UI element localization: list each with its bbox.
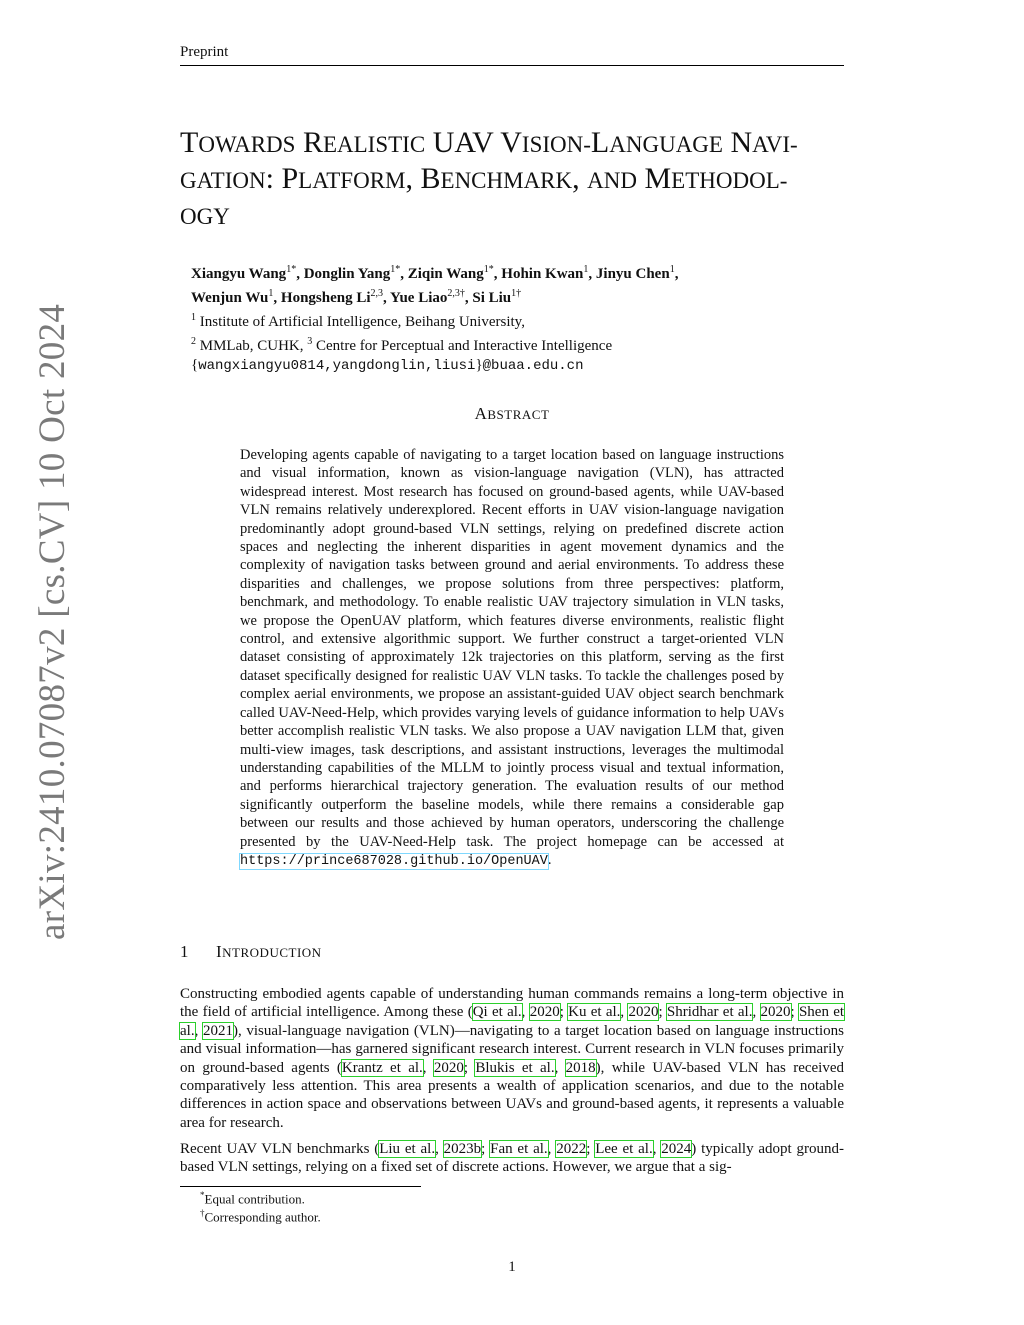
running-head: Preprint <box>180 44 229 60</box>
citation-link[interactable]: Shen et al. <box>180 1004 845 1039</box>
citation-link[interactable]: 2024 <box>661 1141 692 1157</box>
citation-link[interactable]: Ku et al. <box>568 1004 621 1021</box>
citation-link[interactable]: 2020 <box>433 1059 464 1076</box>
intro-paragraph-1: Constructing embodied agents capable of understanding human commands remains a long-term objective in the field of artificial intelligence. Among these (Qi et al., 2020; Ku et al., 2020; Shridhar et al., 2020; Shen et al., 2021), visual-language navigation (VLN)—navigating to a target location based on language instructions and visual information—has garnered significant research interest. Current research in VLN focuses primarily on ground-based agents (Krantz et al., 2020; Blukis et al., 2018), while UAV-based VLN has received comparatively less attention. This area presents a wealth of application scenarios, and due to the notable differences in action space and observations between UAVs and ground-based agents, it represents a valuable area for research. <box>180 986 845 1131</box>
title-line-3: OGY <box>180 204 230 229</box>
affiliation-1: $^1$ Institute of Artificial Intelligence, Beihang University, <box>191 312 525 330</box>
citation-link[interactable]: Lee et al. <box>595 1141 653 1157</box>
author-line-2: Wenjun Wu$^1$, Hongsheng Li$^{2,3}$, Yue Liao$^{2,3\dagger}$, Si Liu$^{1\dagger}$ <box>191 288 522 306</box>
paper-title <box>180 126 860 234</box>
footnote-rule <box>180 1186 421 1187</box>
title-line-1: TOWARDS REALISTIC UAV VISION-LANGUAGE NAVI- <box>180 126 798 159</box>
header-rule <box>180 65 844 66</box>
title-line-2: GATION: PLATFORM, BENCHMARK, AND METHODOL- <box>180 162 788 195</box>
page-number: 1 <box>508 1259 516 1275</box>
project-homepage-link[interactable]: https://prince687028.github.io/OpenUAV <box>240 853 548 869</box>
citation-link[interactable]: Liu et al. <box>379 1141 436 1157</box>
citation-link[interactable]: 2020 <box>760 1004 791 1021</box>
author-emails: {wangxiangyu0814,yangdonglin,liusi}@buaa.edu.cn <box>191 357 584 374</box>
affiliation-2: $^2$ MMLab, CUHK, $^3$ Centre for Perceptual and Interactive Intelligence <box>191 336 613 354</box>
citation-link[interactable]: Qi et al. <box>472 1004 522 1021</box>
citation-link[interactable]: 2018 <box>565 1059 596 1076</box>
section-heading-introduction: 1 INTRODUCTION <box>180 942 322 961</box>
citation-link[interactable]: Shridhar et al. <box>666 1004 753 1021</box>
author-line-1: Xiangyu Wang$^{1*}$, Donglin Yang$^{1*}$, Ziqin Wang$^{1*}$, Hohin Kwan$^1$, Jinyu Chen$^1$, <box>191 264 679 282</box>
citation-link[interactable]: 2022 <box>556 1141 587 1157</box>
citation-link[interactable]: Blukis et al. <box>475 1059 555 1076</box>
footnote-equal-contribution: *Equal contribution. <box>200 1190 305 1207</box>
citation-link[interactable]: 2023b <box>443 1141 482 1157</box>
abstract-heading: ABSTRACT <box>474 404 550 423</box>
citation-link[interactable]: 2020 <box>628 1004 659 1021</box>
citation-link[interactable]: 2020 <box>529 1004 560 1021</box>
citation-link[interactable]: 2021 <box>202 1022 233 1039</box>
footnote-corresponding-author: †Corresponding author. <box>200 1208 321 1225</box>
abstract-body: Developing agents capable of navigating to a target location based on language instructions and visual information, known as vision-language navigation (VLN), has attracted widespread interest. Most research has focused on ground-based agents, while UAV-based VLN remains relatively underexplored. Recent efforts in UAV vision-language navigation predominantly adopt ground-based VLN settings, relying on predefined discrete action spaces and neglecting the inherent disparities in agent movement dynamics and the complexity of navigation tasks between ground and aerial environments. To address these disparities and challenges, we propose solutions from three perspectives: platform, benchmark, and methodology. To enable realistic UAV trajectory simulation in VLN tasks, we propose the OpenUAV platform, which features diverse environments, realistic flight control, and extensive algorithmic support. We further construct a target-oriented VLN dataset consisting of approximately 12k trajectories on this platform, serving as the first dataset specifically designed for realistic UAV VLN tasks. To tackle the challenges posed by complex aerial environments, we propose an assistant-guided UAV object search benchmark called UAV-Need-Help, which provides varying levels of guidance information to help UAVs better accomplish realistic VLN tasks. We also propose a UAV navigation LLM that, given multi-view images, task descriptions, and assistant instructions, leverages the multimodal understanding capabilities of the MLLM to jointly process visual and textual information, and performs hierarchical trajectory generation. The evaluation results of our method significantly outperform the baseline models, while there remains a considerable gap between our results and those achieved by human operators, underscoring the challenge presented by the UAV-Need-Help task. The project homepage can be accessed at https://prince687028.github.io/OpenUAV. <box>240 447 784 869</box>
arxiv-stamp: arXiv:2410.07087v2 [cs.CV] 10 Oct 2024 <box>32 303 73 940</box>
intro-paragraph-2: Recent UAV VLN benchmarks (Liu et al., 2023b; Fan et al., 2022; Lee et al., 2024) typically adopt ground-based VLN settings, relying on a fixed set of discrete actions. However, we argue that a sig- <box>180 1141 845 1176</box>
author-block <box>191 260 831 376</box>
citation-link[interactable]: Fan et al. <box>490 1141 548 1157</box>
citation-link[interactable]: Krantz et al. <box>341 1059 423 1076</box>
